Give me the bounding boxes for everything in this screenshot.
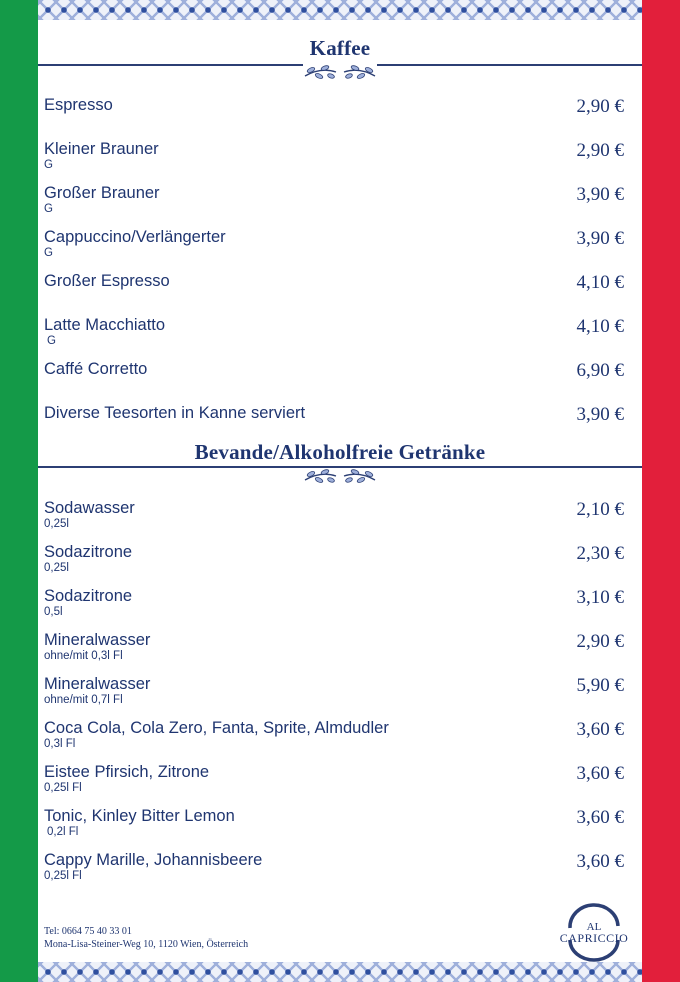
- item-detail: ohne/mit 0,3l Fl: [44, 650, 123, 662]
- divider-left: [38, 64, 303, 66]
- item-detail: 0,5l: [44, 606, 63, 618]
- item-name: Coca Cola, Cola Zero, Fanta, Sprite, Almdudler: [44, 719, 389, 737]
- menu-item: [44, 184, 624, 224]
- menu-item: [44, 631, 624, 671]
- footer-phone: Tel: 0664 75 40 33 01: [44, 926, 132, 937]
- item-price: 3,10 €: [576, 587, 624, 608]
- item-detail: G: [47, 335, 56, 347]
- item-name: Kleiner Brauner: [44, 140, 159, 158]
- menu-item: [44, 228, 624, 268]
- item-detail: 0,25l Fl: [44, 870, 82, 882]
- item-name: Espresso: [44, 96, 113, 114]
- item-detail: ohne/mit 0,7l Fl: [44, 694, 123, 706]
- item-name: Latte Macchiatto: [44, 316, 166, 334]
- item-detail: G: [44, 247, 53, 259]
- item-name: Eistee Pfirsich, Zitrone: [44, 763, 210, 781]
- item-price: 2,90 €: [576, 96, 624, 117]
- item-price: 3,60 €: [576, 807, 624, 828]
- item-detail: 0,25l: [44, 562, 69, 574]
- tile-pattern-border-bottom: [38, 962, 642, 982]
- item-price: 2,90 €: [576, 140, 624, 161]
- item-name: Großer Espresso: [44, 272, 170, 290]
- item-name: Tonic, Kinley Bitter Lemon: [44, 807, 235, 825]
- section-header-bevande: [38, 438, 642, 494]
- item-price: 6,90 €: [576, 360, 624, 381]
- item-price: 2,90 €: [576, 631, 624, 652]
- footer-address: Mona-Lisa-Steiner-Weg 10, 1120 Wien, Österreich: [44, 939, 249, 950]
- item-price: 3,90 €: [576, 404, 624, 425]
- item-price: 2,10 €: [576, 499, 624, 520]
- item-name: Mineralwasser: [44, 675, 151, 693]
- olive-branch-ornament-icon: [303, 62, 377, 82]
- menu-item: [44, 96, 624, 136]
- menu-item: [44, 272, 624, 312]
- al-capriccio-logo: [548, 902, 640, 962]
- section-title: Kaffee: [309, 36, 371, 60]
- menu-item: [44, 675, 624, 715]
- item-price: 3,60 €: [576, 719, 624, 740]
- section-title: Bevande/Alkoholfreie Getränke: [194, 440, 486, 464]
- item-price: 3,90 €: [576, 228, 624, 249]
- item-detail: G: [44, 159, 53, 171]
- item-detail: 0,25l Fl: [44, 782, 82, 794]
- item-price: 3,60 €: [576, 851, 624, 872]
- menu-item: [44, 763, 624, 803]
- menu-item: [44, 499, 624, 539]
- item-name: Sodazitrone: [44, 587, 133, 605]
- item-name: Caffé Corretto: [44, 360, 148, 378]
- menu-item: [44, 587, 624, 627]
- item-name: Sodawasser: [44, 499, 135, 517]
- item-price: 4,10 €: [576, 316, 624, 337]
- item-name: Mineralwasser: [44, 631, 151, 649]
- item-price: 3,90 €: [576, 184, 624, 205]
- item-price: 4,10 €: [576, 272, 624, 293]
- menu-item: [44, 807, 624, 847]
- item-name: Cappy Marille, Johannisbeere: [44, 851, 263, 869]
- item-price: 2,30 €: [576, 543, 624, 564]
- item-price: 5,90 €: [576, 675, 624, 696]
- item-name: Diverse Teesorten in Kanne serviert: [44, 404, 306, 422]
- logo-text-al: AL: [586, 921, 602, 933]
- item-name: Großer Brauner: [44, 184, 160, 202]
- flag-stripe-red: [642, 0, 680, 982]
- item-detail: 0,3l Fl: [44, 738, 76, 750]
- item-detail: G: [44, 203, 53, 215]
- item-detail: 0,2l Fl: [47, 826, 79, 838]
- item-name: Cappuccino/Verlängerter: [44, 228, 226, 246]
- logo-text-capriccio: CAPRICCIO: [559, 931, 629, 945]
- menu-item: [44, 360, 624, 400]
- tile-pattern-border-top: [38, 0, 642, 20]
- item-price: 3,60 €: [576, 763, 624, 784]
- menu-item: [44, 316, 624, 356]
- item-detail: 0,25l: [44, 518, 69, 530]
- section-header-kaffee: [38, 34, 642, 90]
- olive-branch-ornament-icon: [303, 466, 377, 486]
- menu-item: [44, 719, 624, 759]
- item-name: Sodazitrone: [44, 543, 133, 561]
- menu-item: [44, 543, 624, 583]
- flag-stripe-green: [0, 0, 38, 982]
- menu-item: [44, 140, 624, 180]
- divider-right: [377, 64, 642, 66]
- menu-item: [44, 851, 624, 891]
